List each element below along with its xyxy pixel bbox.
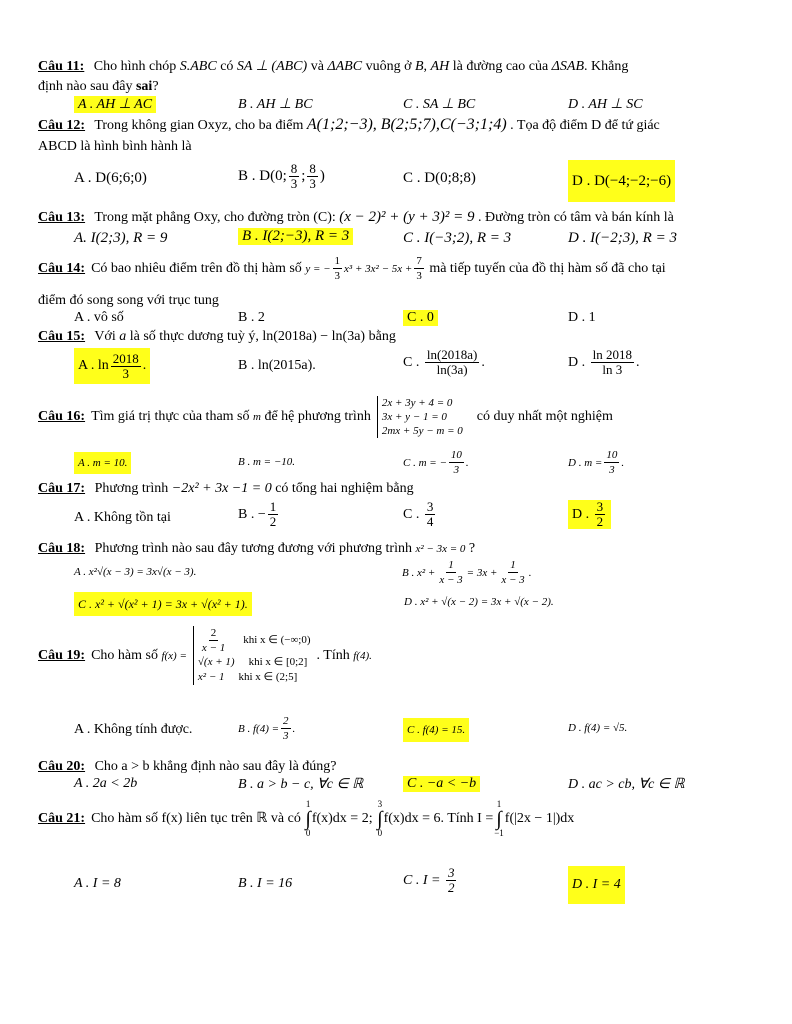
denominator: 3 xyxy=(416,270,422,282)
q15-stem xyxy=(38,328,396,346)
q15-text: Với xyxy=(94,329,116,344)
equation: 2mx + 5y − m = 0 xyxy=(381,425,463,437)
q20-stem xyxy=(38,758,337,776)
integrand: f(x)dx = 6 xyxy=(383,811,441,826)
q20-label: Câu 20: xyxy=(38,759,86,774)
question-17 xyxy=(38,480,758,540)
q15-expr: a xyxy=(119,329,127,344)
q11-expr: ΔABC xyxy=(327,59,363,74)
upper-bound: 1 xyxy=(496,799,502,809)
equation: 3x + y − 1 = 0 xyxy=(381,411,447,423)
fraction xyxy=(449,448,464,477)
question-15 xyxy=(38,328,758,390)
q18-option-a[interactable]: A . x²√(x − 3) = 3x√(x − 3). xyxy=(74,566,197,578)
q15-option-d[interactable] xyxy=(568,348,640,377)
q16-option-b[interactable]: B . m = −10. xyxy=(238,456,296,468)
q18-stem xyxy=(38,540,475,558)
denominator: ln 3 xyxy=(602,362,623,377)
q12-option-b-text: ) xyxy=(319,168,325,184)
fraction xyxy=(437,558,464,587)
q21-option-d[interactable]: D . I = 4 xyxy=(568,866,625,904)
q11-option-c[interactable]: C . SA ⊥ BC xyxy=(403,97,476,112)
q19-option-c[interactable]: C . f(4) = 15. xyxy=(403,718,469,742)
q11-text: là đường cao của xyxy=(452,59,549,74)
q16-label: Câu 16: xyxy=(38,409,86,424)
exam-page xyxy=(38,56,758,908)
q18-option-b-text: B . x² + xyxy=(402,566,436,579)
q11-text: ? xyxy=(152,79,159,94)
q19-option-b-text: . xyxy=(292,722,296,735)
fraction xyxy=(604,448,619,477)
q14-stem-line2: điểm đó song song với trục tung xyxy=(38,293,219,308)
q19-text: . Tính xyxy=(316,647,350,663)
q14-expr: y = − xyxy=(305,262,331,275)
q21-option-b[interactable]: B . I = 16 xyxy=(238,876,293,891)
q18-label: Câu 18: xyxy=(38,541,86,556)
q11-text: vuông ở xyxy=(365,59,412,74)
q18-text: ? xyxy=(468,541,476,556)
q16-expr: m xyxy=(253,411,261,423)
question-11 xyxy=(38,56,758,114)
numerator: ln 2018 xyxy=(592,347,632,362)
q12-text: Trong không gian Oxyz, cho ba điểm xyxy=(94,118,304,133)
denominator: 2 xyxy=(596,514,604,529)
numerator: 2 xyxy=(283,715,289,727)
q13-label: Câu 13: xyxy=(38,210,86,225)
lower-bound: 0 xyxy=(305,828,311,838)
q18-option-b[interactable] xyxy=(402,558,531,587)
denominator: 3 xyxy=(309,176,316,191)
upper-bound: 3 xyxy=(377,799,383,809)
fraction xyxy=(307,162,318,191)
denominator: 3 xyxy=(283,730,289,742)
denominator: x − 3 xyxy=(439,574,463,586)
q17-option-d-text: D . xyxy=(572,506,590,522)
q14-option-c[interactable]: C . 0 xyxy=(403,310,438,326)
numerator: 7 xyxy=(416,255,422,267)
upper-bound: 1 xyxy=(305,799,311,809)
q18-option-b-text: = 3x + xyxy=(466,566,498,579)
q17-stem xyxy=(38,480,414,498)
q17-option-a[interactable]: A . Không tồn tại xyxy=(74,510,171,525)
q11-expr: ΔSAB xyxy=(551,59,584,74)
denominator: 2 xyxy=(269,514,277,529)
q20-option-b[interactable]: B . a > b − c, ∀c ∈ ℝ xyxy=(238,777,364,792)
q19-option-d[interactable]: D . f(4) = √5. xyxy=(568,722,628,734)
denominator: x − 1 xyxy=(201,642,226,654)
numerator: 3 xyxy=(596,499,604,514)
q13-option-d[interactable]: D . I(−2;3), R = 3 xyxy=(568,230,677,246)
denominator: 3 xyxy=(122,365,129,381)
q19-text: Cho hàm số xyxy=(91,647,158,663)
numerator: 1 xyxy=(269,499,277,514)
q17-option-b[interactable] xyxy=(238,500,280,529)
question-18 xyxy=(38,540,758,622)
value: x² − 1 xyxy=(197,671,225,683)
denominator: ln(3a) xyxy=(436,362,468,377)
numerator: 3 xyxy=(426,499,434,514)
q19-label: Câu 19: xyxy=(38,647,86,663)
case-2 xyxy=(198,655,311,670)
fraction xyxy=(414,254,424,283)
q11-text: Cho hình chóp xyxy=(93,59,177,74)
integrand: f(x)dx = 2; xyxy=(311,811,373,826)
q15-option-d-text: . xyxy=(636,354,640,370)
q16-text: để hệ phương trình xyxy=(264,409,371,424)
q16-text: Tìm giá trị thực của tham số xyxy=(91,409,250,424)
q12-expr: A(1;2;−3), B(2;5;7),C(−3;1;4) xyxy=(306,116,507,133)
q20-option-d[interactable]: D . ac > cb, ∀c ∈ ℝ xyxy=(568,777,685,792)
denominator: 3 xyxy=(609,464,615,476)
lower-bound: 0 xyxy=(377,828,383,838)
q15-expr: ln(2018a) − ln(3a) xyxy=(262,329,366,344)
q21-option-a[interactable]: A . I = 8 xyxy=(74,876,121,891)
value: √(x + 1) xyxy=(197,656,235,668)
question-19 xyxy=(38,622,758,758)
q18-option-d[interactable]: D . x² + √(x − 2) = 3x + √(x − 2). xyxy=(404,596,554,608)
q13-option-b[interactable]: B . I(2;−3), R = 3 xyxy=(238,228,353,245)
q17-option-d[interactable] xyxy=(568,500,611,529)
q15-label: Câu 15: xyxy=(38,329,86,344)
numerator: 10 xyxy=(450,449,462,461)
q16-option-c-text: . xyxy=(465,456,469,469)
fraction xyxy=(268,500,279,529)
q17-option-c[interactable] xyxy=(403,500,437,529)
fraction xyxy=(499,558,526,587)
q17-text: Phương trình xyxy=(94,481,169,496)
fraction xyxy=(591,348,634,377)
q13-text: Trong mặt phẳng Oxy, cho đường tròn (C): xyxy=(94,210,336,225)
question-20 xyxy=(38,758,758,798)
integral-sign: 1 ∫ 0 xyxy=(305,799,311,838)
q15-option-a-text: . xyxy=(142,358,147,373)
q19-option-b[interactable] xyxy=(238,714,295,743)
fraction xyxy=(289,162,300,191)
q13-option-c[interactable]: C . I(−3;2), R = 3 xyxy=(403,230,512,246)
question-14 xyxy=(38,252,758,328)
case-1 xyxy=(198,626,311,655)
q11-expr: S.ABC xyxy=(179,59,217,74)
q14-label: Câu 14: xyxy=(38,260,86,276)
denominator: x − 3 xyxy=(501,574,525,586)
question-12 xyxy=(38,114,758,206)
q11-emphasis: sai xyxy=(135,79,153,94)
numerator: 3 xyxy=(447,865,455,880)
q17-option-b-text: B . − xyxy=(238,506,266,522)
q16-stem xyxy=(38,396,613,438)
q21-option-c-text: C . I = xyxy=(403,872,441,888)
question-21 xyxy=(38,798,758,908)
q19-stem xyxy=(38,626,372,685)
numerator: 2 xyxy=(210,627,217,639)
case-3 xyxy=(198,670,311,685)
fraction xyxy=(200,626,227,655)
q12-text: . Tọa độ điểm D để tứ giác xyxy=(510,118,660,133)
q16-option-d-text: D . m = xyxy=(568,456,603,469)
q18-text: Phương trình nào sau đây tương đương với phương trình xyxy=(94,541,412,556)
q16-option-c[interactable] xyxy=(403,448,469,477)
q11-option-d[interactable]: D . AH ⊥ SC xyxy=(568,97,643,112)
fraction xyxy=(111,352,141,381)
q14-option-a[interactable]: A . vô số xyxy=(74,310,124,325)
fraction xyxy=(425,348,480,377)
q12-stem xyxy=(38,116,660,135)
q11-option-b[interactable]: B . AH ⊥ BC xyxy=(238,97,313,112)
q11-text: có xyxy=(220,59,234,74)
denominator: 3 xyxy=(453,464,460,476)
q21-text: Cho hàm số f(x) liên tục trên ℝ và có xyxy=(91,811,301,826)
fraction xyxy=(446,866,457,895)
q17-expr: −2x² + 3x −1 = 0 xyxy=(171,481,272,496)
q14-text: mà tiếp tuyến của đồ thị hàm số đã cho tại xyxy=(429,260,666,276)
q19-expr: f(x) = xyxy=(161,649,187,662)
q15-option-d-text: D . xyxy=(568,354,586,370)
question-13 xyxy=(38,206,758,252)
question-16 xyxy=(38,390,758,480)
q20-text: Cho a > b khẳng định nào sau đây là đúng? xyxy=(94,759,337,774)
q11-expr: SA ⊥ (ABC) xyxy=(236,59,308,74)
q13-expr: (x − 2)² + (y + 3)² = 9 xyxy=(339,209,475,225)
q16-option-d-text: . xyxy=(621,456,625,469)
condition: khi x ∈ (2;5] xyxy=(238,671,298,683)
numerator: 8 xyxy=(309,161,316,176)
q15-option-c[interactable] xyxy=(403,348,485,377)
q11-text: . Khẳng xyxy=(584,59,629,74)
q11-stem-line2 xyxy=(38,78,159,96)
q15-option-a-text: A . ln xyxy=(78,358,109,373)
q12-option-b[interactable] xyxy=(238,162,325,191)
q12-label: Câu 12: xyxy=(38,118,86,133)
q19-option-b-text: B . f(4) = xyxy=(238,722,280,735)
q13-option-a[interactable]: A. I(2;3), R = 9 xyxy=(74,230,168,246)
numerator: 1 xyxy=(448,559,454,571)
q14-expr: x³ + 3x² − 5x + xyxy=(344,262,413,275)
numerator: 1 xyxy=(334,255,341,267)
q13-text: . Đường tròn có tâm và bán kính là xyxy=(478,210,674,225)
q11-text: và xyxy=(310,59,324,74)
q11-stem xyxy=(38,58,628,76)
q15-option-c-text: C . xyxy=(403,354,420,370)
fraction xyxy=(281,714,291,743)
fraction xyxy=(595,500,606,529)
denominator: 2 xyxy=(447,880,455,895)
fraction xyxy=(425,500,436,529)
q18-option-c[interactable]: C . x² + √(x² + 1) = 3x + √(x² + 1). xyxy=(74,592,252,616)
q12-option-b-text: ; xyxy=(301,168,306,184)
q15-option-a[interactable] xyxy=(74,348,150,384)
numerator: 10 xyxy=(606,449,618,461)
piecewise-function xyxy=(193,626,311,685)
q21-option-c[interactable] xyxy=(403,866,458,895)
q15-option-b[interactable]: B . ln(2015a). xyxy=(238,358,316,373)
q12-option-a[interactable]: A . D(6;6;0) xyxy=(74,170,147,186)
q18-expr: x² − 3x = 0 xyxy=(415,543,466,555)
q16-option-d[interactable] xyxy=(568,448,624,477)
lower-bound: −1 xyxy=(494,828,504,838)
numerator: 8 xyxy=(290,161,298,176)
q17-option-c-text: C . xyxy=(403,506,420,522)
q21-label: Câu 21: xyxy=(38,811,86,826)
denominator: 3 xyxy=(334,270,341,282)
denominator: 4 xyxy=(426,514,434,529)
q14-option-b[interactable]: B . 2 xyxy=(238,310,265,325)
integral-sign: 3 ∫ 0 xyxy=(377,799,383,838)
q11-option-a[interactable]: A . AH ⊥ AC xyxy=(74,96,156,113)
q12-option-c[interactable]: C . D(0;8;8) xyxy=(403,170,476,186)
integral-sign: 1 ∫ −1 xyxy=(494,799,504,838)
q21-stem xyxy=(38,800,574,838)
q12-option-b-text: B . D(0; xyxy=(238,168,287,184)
q15-text: là số thực dương tuỳ ý, xyxy=(129,329,259,344)
condition: khi x ∈ [0;2] xyxy=(248,656,308,668)
equation-system xyxy=(377,396,463,438)
q17-text: có tổng hai nghiệm bằng xyxy=(275,481,414,496)
q12-stem-line2: ABCD là hình bình hành là xyxy=(38,139,192,154)
q19-expr: f(4). xyxy=(353,649,372,662)
q11-text: định nào sau đây xyxy=(38,79,133,94)
numerator: ln(2018a) xyxy=(426,347,478,362)
q18-option-b-text: . xyxy=(528,566,532,579)
numerator: 2018 xyxy=(112,350,139,366)
q11-label: Câu 11: xyxy=(38,59,85,74)
q20-option-c[interactable]: C . −a < −b xyxy=(403,776,480,792)
q16-option-c-text: C . m = − xyxy=(403,456,447,469)
q15-text: bằng xyxy=(368,329,396,344)
q13-stem xyxy=(38,208,674,227)
q20-option-a[interactable]: A . 2a < 2b xyxy=(74,776,138,791)
q15-option-c-text: . xyxy=(481,354,485,370)
q16-option-a[interactable]: A . m = 10. xyxy=(74,452,131,474)
denominator: 3 xyxy=(290,176,298,191)
equation: 2x + 3y + 4 = 0 xyxy=(381,397,453,409)
q11-expr: AH xyxy=(430,59,450,74)
q14-option-d[interactable]: D . 1 xyxy=(568,310,596,325)
integrand: f(|2x − 1|)dx xyxy=(504,811,575,826)
q14-stem xyxy=(38,254,666,283)
q19-option-a[interactable]: A . Không tính được. xyxy=(74,722,193,737)
q11-text: , xyxy=(423,59,428,74)
q12-option-d[interactable]: D . D(−4;−2;−6) xyxy=(568,160,675,202)
q17-label: Câu 17: xyxy=(38,481,86,496)
numerator: 1 xyxy=(510,559,516,571)
q21-text: . Tính I = xyxy=(440,811,494,826)
q14-text: Có bao nhiêu điểm trên đồ thị hàm số xyxy=(91,260,302,276)
q16-text: có duy nhất một nghiệm xyxy=(476,409,613,424)
condition: khi x ∈ (−∞;0) xyxy=(243,634,311,646)
fraction xyxy=(333,254,343,283)
q11-expr: B xyxy=(414,59,424,74)
